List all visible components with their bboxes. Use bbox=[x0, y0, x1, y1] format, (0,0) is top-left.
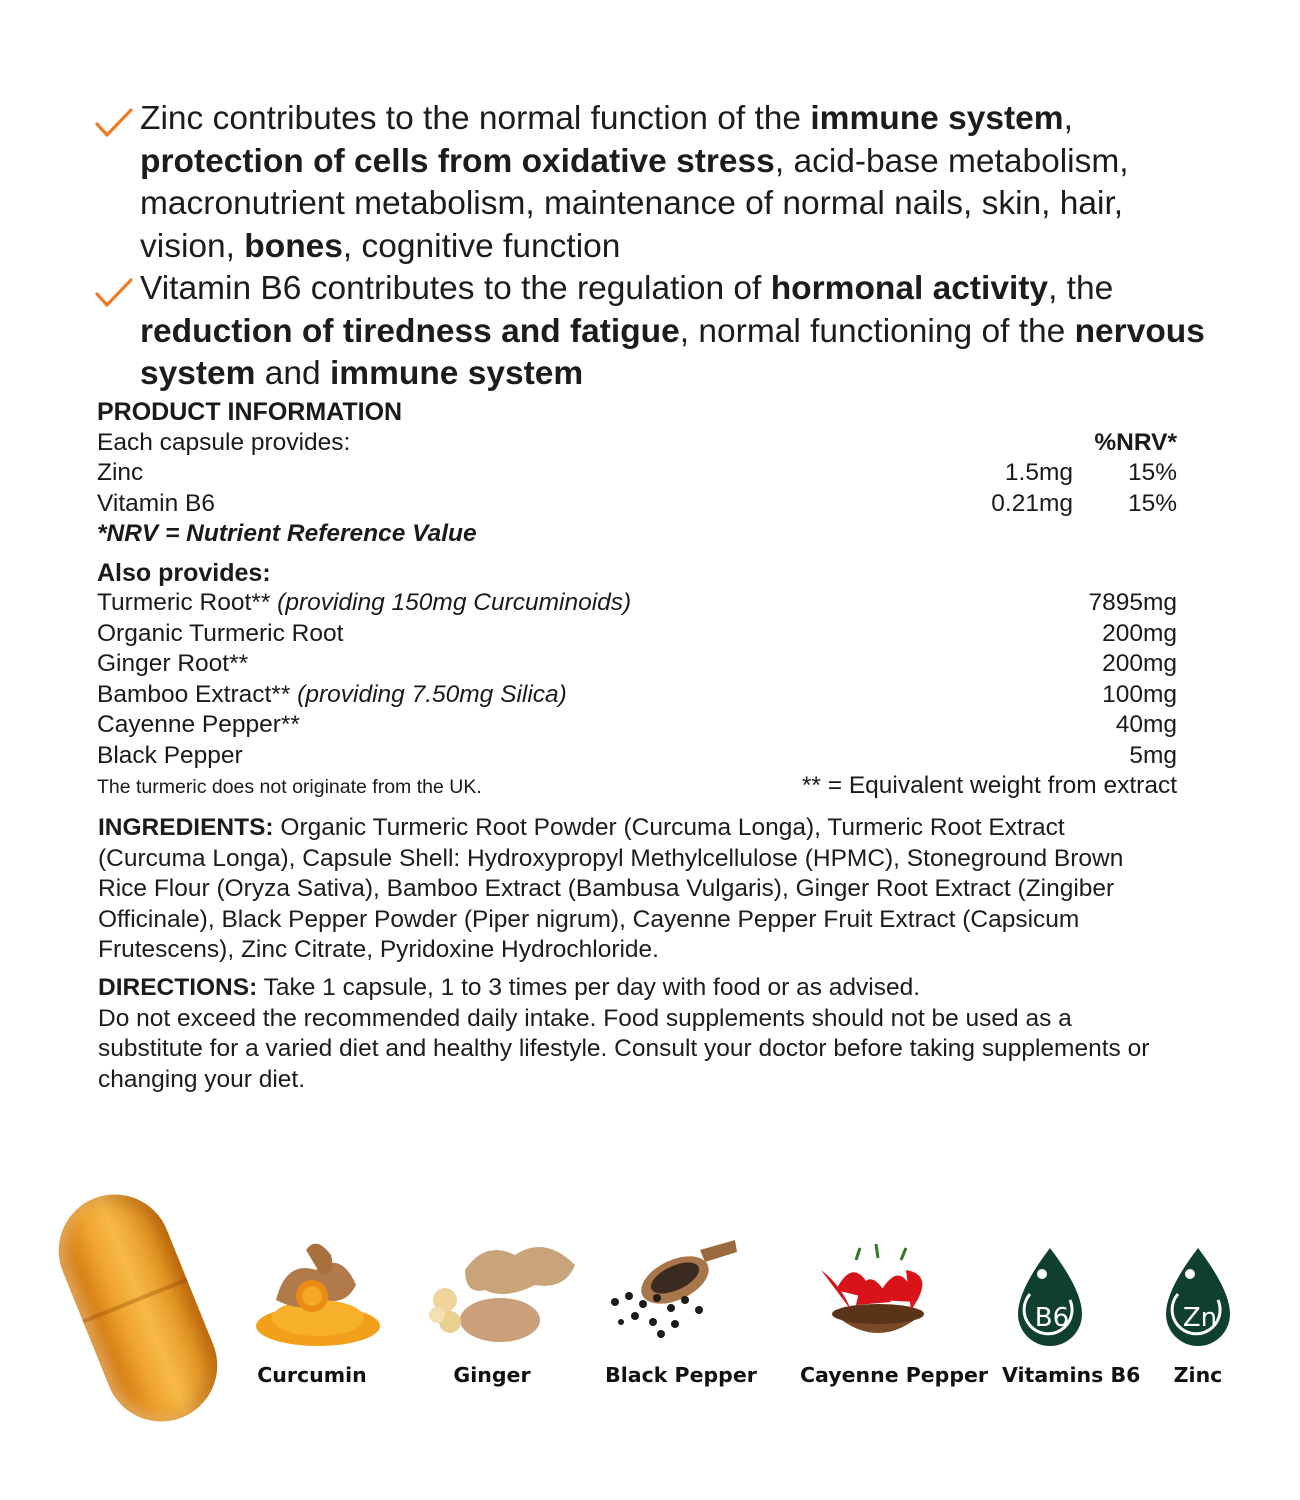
nutrient-amount: 1.5mg bbox=[1004, 459, 1073, 486]
zinc-drop-icon bbox=[1160, 1230, 1236, 1350]
also-row bbox=[97, 741, 1177, 772]
also-amount: 40mg bbox=[1115, 711, 1177, 738]
checkmark-icon bbox=[92, 268, 140, 310]
directions-label: DIRECTIONS: bbox=[98, 974, 258, 1001]
claim-text-run: bones bbox=[244, 227, 343, 265]
directions-warning: Do not exceed the recommended daily intake. Food supplements should not be used as a substitute for a varied diet and healthy lifestyle. Consult your doctor before taking supplements or changing your diet. bbox=[98, 1004, 1150, 1093]
claim-text-run: , cognitive function bbox=[342, 227, 621, 265]
cayenne-pepper-label: Cayenne Pepper bbox=[800, 1363, 989, 1387]
claim-text-run: immune system bbox=[329, 355, 584, 392]
capsule-image bbox=[42, 1178, 234, 1439]
also-amount: 5mg bbox=[1129, 741, 1177, 769]
also-name: Organic Turmeric Root bbox=[97, 619, 344, 647]
nutrient-name: Zinc bbox=[97, 459, 144, 486]
b6-badge: B6 bbox=[1034, 1303, 1070, 1333]
claim-text-run: immune system bbox=[810, 100, 1064, 137]
zn-badge: Zn bbox=[1182, 1303, 1218, 1333]
claim-text-run: protection of cells from oxidative stress bbox=[140, 142, 775, 180]
vitamin-b6-label: Vitamins B6 bbox=[1002, 1363, 1141, 1387]
cayenne-pepper-icon bbox=[816, 1230, 941, 1350]
claim-text-run: , normal functioning of the bbox=[679, 312, 1075, 350]
turmeric-icon bbox=[246, 1230, 386, 1350]
also-name: Cayenne Pepper** bbox=[97, 711, 300, 738]
claim-text-vitamin-b6 bbox=[140, 268, 1212, 396]
black-pepper-label: Black Pepper bbox=[605, 1363, 757, 1387]
product-info-heading: PRODUCT INFORMATION bbox=[97, 398, 403, 426]
nutrient-row bbox=[97, 489, 1177, 520]
claim-text-run: reduction of tiredness and fatigue bbox=[140, 312, 680, 350]
claim-text-run: hormonal activity bbox=[770, 270, 1049, 307]
claim-text-zinc bbox=[140, 98, 1212, 268]
nutrient-name: Vitamin B6 bbox=[97, 489, 216, 517]
claim-vitamin-b6 bbox=[92, 268, 1212, 396]
also-row bbox=[97, 680, 1177, 711]
each-capsule-label: Each capsule provides: bbox=[97, 428, 351, 456]
ginger-icon bbox=[425, 1230, 585, 1350]
claim-text-run: , bbox=[1063, 100, 1073, 137]
also-row bbox=[97, 588, 1177, 619]
also-row bbox=[97, 619, 1177, 650]
directions-text: Take 1 capsule, 1 to 3 times per day with food or as advised. bbox=[257, 974, 921, 1001]
claim-text-run: , the bbox=[1048, 270, 1114, 307]
claim-text-run: Vitamin B6 contributes to the regulation of bbox=[140, 270, 771, 307]
also-amount: 200mg bbox=[1102, 650, 1177, 677]
origin-note: The turmeric does not originate from the UK. bbox=[97, 776, 482, 798]
curcumin-label: Curcumin bbox=[257, 1363, 367, 1387]
zinc-label: Zinc bbox=[1173, 1363, 1223, 1387]
claim-text-run: and bbox=[255, 355, 330, 392]
also-note: (providing 7.50mg Silica) bbox=[290, 680, 567, 708]
ingredients-label: INGREDIENTS: bbox=[98, 814, 274, 841]
claim-text-run: nervous system bbox=[140, 312, 1205, 392]
ingredient-icon-strip bbox=[0, 1180, 1300, 1420]
health-claims bbox=[92, 98, 1212, 396]
also-name: Black Pepper bbox=[97, 741, 243, 769]
also-name: Bamboo Extract** bbox=[97, 680, 291, 708]
also-amount: 7895mg bbox=[1088, 589, 1177, 616]
also-row bbox=[97, 649, 1177, 680]
nutrient-nrv: 15% bbox=[1127, 459, 1177, 486]
also-amount: 100mg bbox=[1102, 680, 1177, 708]
also-name: Ginger Root** bbox=[97, 650, 249, 677]
nrv-note: *NRV = Nutrient Reference Value bbox=[97, 520, 477, 547]
claim-text-run: , acid-base metabolism, macronutrient metabolism, maintenance of normal nails, skin, hair, vision, bbox=[140, 142, 1129, 265]
extract-note: ** = Equivalent weight from extract bbox=[801, 772, 1177, 799]
checkmark-icon bbox=[92, 98, 140, 140]
nrv-header: %NRV* bbox=[1094, 428, 1177, 456]
product-information bbox=[97, 397, 1177, 802]
also-row bbox=[97, 710, 1177, 741]
ingredients-text: Organic Turmeric Root Powder (Curcuma Longa), Turmeric Root Extract (Curcuma Longa), Capsule Shell: Hydroxypropyl Methylcellulose (HPMC), Stoneground Brown Rice Flour (Oryza Sativa), Bamboo Extract (Bambusa Vulgaris), Ginger Root Extract (Zingiber Officinale), Black Pepper Powder (Piper nigrum), Cayenne Pepper Fruit Extract (Capsicum Frutescens), Zinc Citrate, Pyridoxine Hydrochloride. bbox=[98, 814, 1124, 963]
also-name: Turmeric Root** bbox=[97, 589, 271, 616]
also-provides-heading: Also provides: bbox=[97, 558, 271, 587]
also-note: (providing 150mg Curcuminoids) bbox=[270, 589, 632, 616]
ginger-label: Ginger bbox=[453, 1363, 531, 1387]
nutrient-row bbox=[97, 458, 1177, 489]
claim-text-run: Zinc contributes to the normal function of the bbox=[140, 100, 811, 137]
nutrient-amount: 0.21mg bbox=[991, 489, 1073, 517]
vitamin-b6-drop-icon bbox=[1012, 1230, 1088, 1350]
black-pepper-icon bbox=[605, 1230, 745, 1350]
nutrient-nrv: 15% bbox=[1127, 489, 1177, 517]
claim-zinc bbox=[92, 98, 1212, 268]
nrv-header-row bbox=[97, 428, 1177, 459]
also-amount: 200mg bbox=[1102, 619, 1177, 647]
footnote-row bbox=[97, 771, 1177, 802]
directions-paragraph bbox=[98, 973, 1178, 1095]
ingredients-paragraph bbox=[98, 813, 1178, 966]
